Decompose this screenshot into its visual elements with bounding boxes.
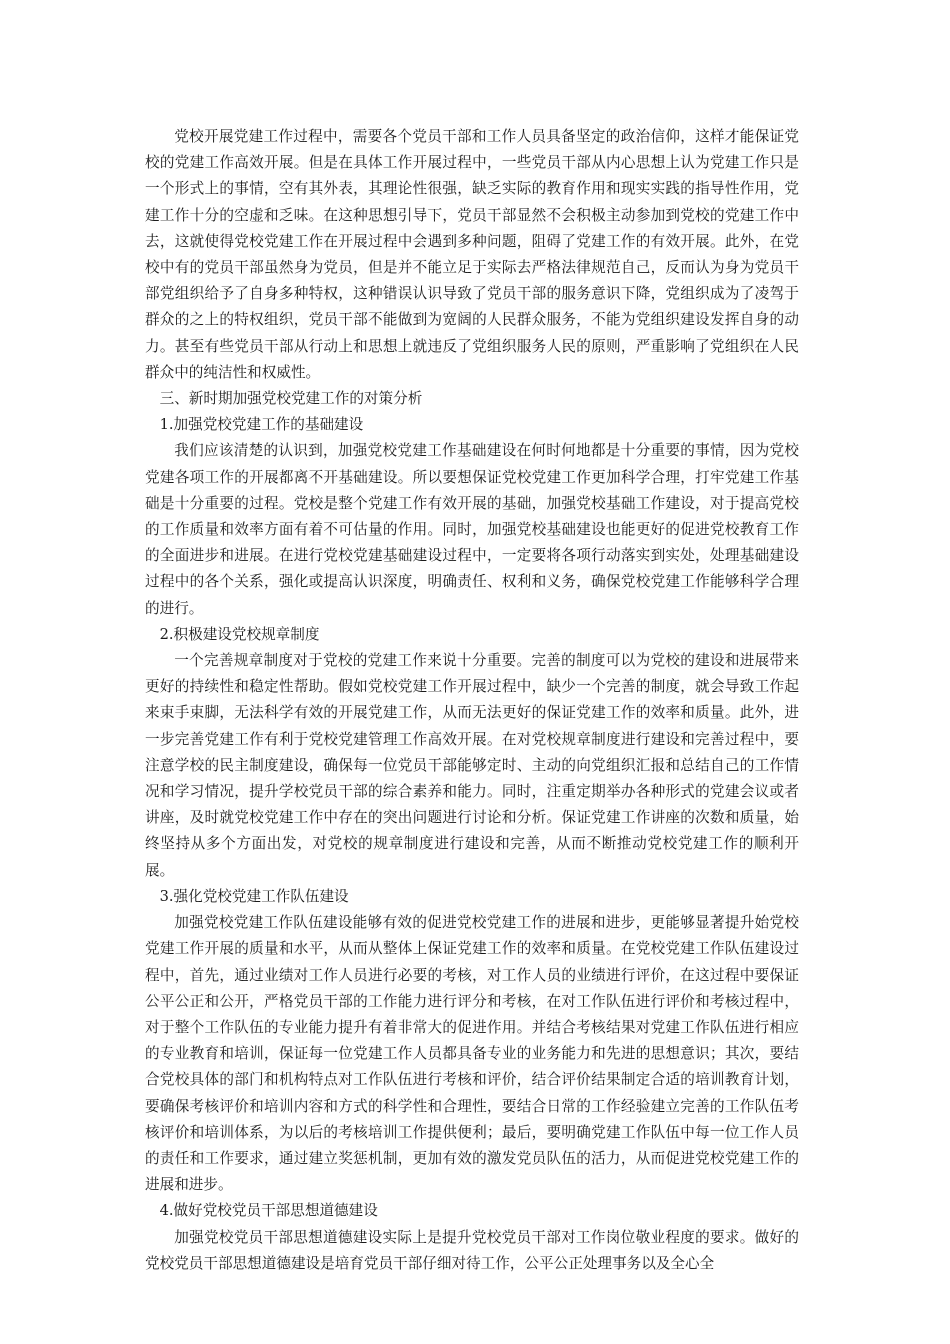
paragraph-moral-building: 加强党校党员干部思想道德建设实际上是提升党校党员干部对工作岗位敬业程度的要求。做好的党校党员干部思想道德建设是培育党员干部仔细对待工作，公平公正处理事务以及全心全 (145, 1228, 799, 1272)
subsection-heading-3: 3.强化党校党建工作队伍建设 (159, 887, 349, 905)
paragraph-team-building: 加强党校党建工作队伍建设能够有效的促进党校党建工作的进展和进步，更能够显著提升始党校党建工作开展的质量和水平，从而从整体上保证党建工作的效率和质量。在党校党建工作队伍建设过程中，首先，通过业绩对工作人员进行必要的考核，对工作人员的业绩进行评价，在这过程中要保证公平公正和公开，严格党员干部的工作能力进行评分和考核，在对工作队伍进行评价和考核过程中，对于整个工作队伍的专业能力提升有着非常大的促进作用。并结合考核结果对党建工作队伍进行相应的专业教育和培训，保证每一位党建工作人员都具备专业的业务能力和先进的思想意识；其次，要结合党校具体的部门和机构特点对工作队伍进行考核和评价，结合评价结果制定合适的培训教育计划，要确保考核评价和培训内容和方式的科学性和合理性，要结合日常的工作经验建立完善的工作队伍考核评价和培训体系，为以后的考核培训工作提供便利；最后，要明确党建工作队伍中每一位工作人员的责任和工作要求，通过建立奖惩机制，更加有效的激发党员队伍的活力，从而促进党校党建工作的进展和进步。 (145, 914, 799, 1194)
subsection-heading-2: 2.积极建设党校规章制度 (159, 625, 320, 643)
document-body (145, 124, 799, 1277)
paragraph-party-belief: 党校开展党建工作过程中，需要各个党员干部和工作人员具备坚定的政治信仰，这样才能保证党校的党建工作高效开展。但是在具体工作开展过程中，一些党员干部从内心思想上认为党建工作只是一个形式上的事情，空有其外表，其理论性很强，缺乏实际的教育作用和现实实践的指导性作用，党建工作十分的空虚和乏味。在这种思想引导下，党员干部显然不会积极主动参加到党校的党建工作中去，这就使得党校党建工作在开展过程中会遇到多种问题，阻碍了党建工作的有效开展。此外，在党校中有的党员干部虽然身为党员，但是并不能立足于实际去严格法律规范自己，反而认为身为党员干部党组织给予了自身多种特权，这种错误认识导致了党员干部的服务意识下降，党组织成为了凌驾于群众的之上的特权组织，党员干部不能做到为宽阔的人民群众服务，不能为党组织建设发挥自身的动力。甚至有些党员干部从行动上和思想上就违反了党组织服务人民的原则，严重影响了党组织在人民群众中的纯洁性和权威性。 (145, 128, 799, 381)
section-heading-countermeasures: 三、新时期加强党校党建工作的对策分析 (159, 390, 423, 408)
paragraph-rules-system: 一个完善规章制度对于党校的党建工作来说十分重要。完善的制度可以为党校的建设和进展带来更好的持续性和稳定性帮助。假如党校党建工作开展过程中，缺少一个完善的制度，就会导致工作起来束手束脚，无法科学有效的开展党建工作，从而无法更好的保证党建工作的效率和质量。此外，进一步完善党建工作有利于党校党建管理工作高效开展。在对党校规章制度进行建设和完善过程中，要注意学校的民主制度建设，确保每一位党员干部能够定时、主动的向党组织汇报和总结自己的工作情况和学习情况，提升学校党员干部的综合素养和能力。同时，注重定期举办各种形式的党建会议或者讲座，及时就党校党建工作中存在的突出问题进行讨论和分析。保证党建工作讲座的次数和质量，始终坚持从多个方面出发，对党校的规章制度进行建设和完善，从而不断推动党校党建工作的顺利开展。 (145, 652, 799, 879)
subsection-heading-4: 4.做好党校党员干部思想道德建设 (159, 1202, 378, 1220)
subsection-heading-1: 1.加强党校党建工作的基础建设 (159, 416, 364, 434)
paragraph-foundation-building: 我们应该清楚的认识到，加强党校党建工作基础建设在何时何地都是十分重要的事情，因为党校党建各项工作的开展都离不开基础建设。所以要想保证党校党建工作更加科学合理，打牢党建工作基础是十分重要的过程。党校是整个党建工作有效开展的基础，加强党校基础工作建设，对于提高党校的工作质量和效率方面有着不可估量的作用。同时，加强党校基础建设也能更好的促进党校教育工作的全面进步和进展。在进行党校党建基础建设过程中，一定要将各项行动落实到实处，处理基础建设过程中的各个关系，强化或提高认识深度，明确责任、权利和义务，确保党校党建工作能够科学合理的进行。 (145, 442, 799, 617)
